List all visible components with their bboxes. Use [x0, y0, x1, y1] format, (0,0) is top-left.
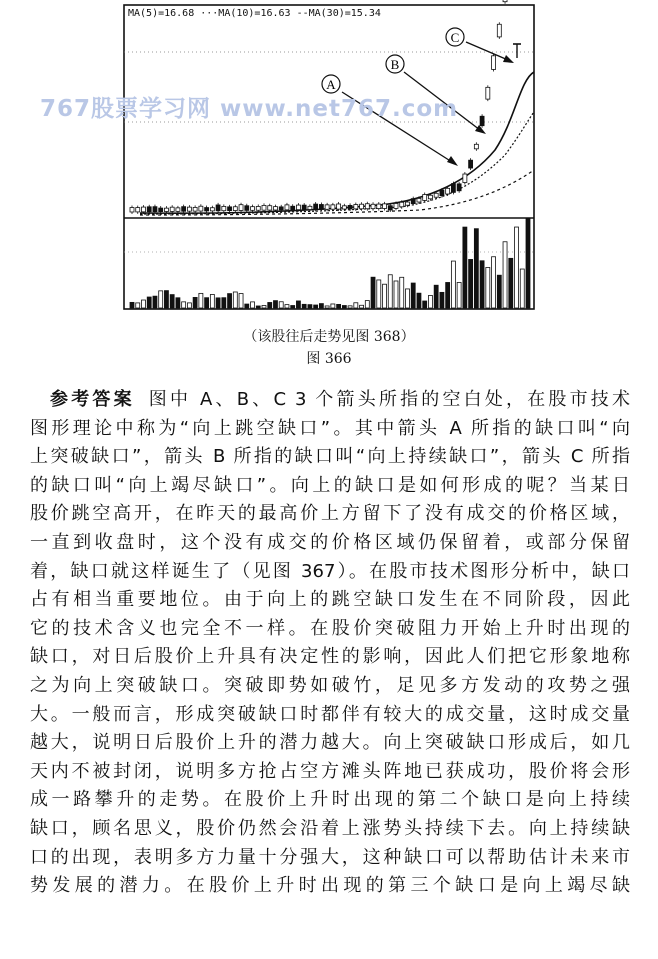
volume-bar [239, 294, 243, 308]
volume-bar [159, 291, 163, 308]
candle-body [147, 207, 151, 212]
text-line-content: 图中 A、B、C 3 个箭头所指的空白处，在股市技术 [148, 389, 630, 410]
volume-bar [400, 277, 404, 308]
volume-bar [176, 298, 180, 308]
answer-title: 参考答案 [50, 389, 135, 410]
candle-body [457, 184, 461, 191]
volume-bar [337, 304, 341, 308]
volume-bar [130, 302, 134, 308]
text-line: 之为向上突破缺口。突破即势如破竹，足见多方发动的攻势之强 [30, 674, 630, 696]
marker-c-label: C [450, 30, 460, 45]
arrow-c [446, 28, 514, 63]
candle-body [262, 205, 266, 210]
volume-bar [228, 294, 232, 308]
volume-bar [222, 298, 226, 308]
figure-note: （该股往后走势见图 368） [243, 329, 415, 345]
volume-bar [147, 297, 151, 308]
candle-body [319, 204, 323, 209]
candle-body [285, 205, 289, 210]
volume-bar [279, 302, 283, 308]
volume-bar [193, 297, 197, 308]
candle-body [182, 207, 186, 212]
candle-body [136, 208, 140, 212]
volume-bar [291, 306, 295, 308]
volume-bar [360, 305, 364, 308]
marker-b-label: B [390, 57, 400, 72]
candle-body [170, 207, 174, 211]
text-line: 越大，说明日后股价上升的潜力越大。向上突破缺口形成后，如几 [30, 732, 630, 754]
candle-body [492, 56, 496, 70]
volume-bar [285, 305, 289, 308]
candle-body [497, 24, 501, 37]
candle-body [348, 205, 352, 209]
candle-body [314, 204, 318, 209]
candle-body [141, 207, 145, 212]
text-line: 缺口，对日后股价上升具有决定性的影响，因此人们把它形象地称 [30, 646, 630, 668]
figure-label: 图 366 [306, 351, 352, 367]
candle-body [440, 190, 444, 195]
candle-body [434, 193, 438, 197]
volume-bar [216, 298, 220, 308]
candle-body [199, 206, 203, 211]
candle-body [130, 208, 134, 212]
text-line: 口的出现，表明多方力量十分强大，这种缺口可以帮助估计未来市 [30, 846, 630, 868]
volume-bar [480, 261, 484, 308]
text-line: 一直到收盘时，这个没有成交的价格区域仍保留着，或部分保留 [30, 531, 630, 553]
candle-body [222, 206, 226, 210]
answer-text [30, 386, 630, 901]
volume-bar [262, 305, 266, 308]
volume-bar [417, 293, 421, 308]
stock-chart-figure [0, 0, 658, 320]
arrow-a [322, 75, 458, 166]
candle-body [486, 87, 490, 99]
volume-bar [451, 261, 455, 308]
volume-bar [497, 275, 501, 308]
volume-bar [463, 227, 467, 308]
candle-body [153, 207, 157, 212]
volume-bar [457, 282, 461, 308]
volume-bar [365, 301, 369, 308]
candle-body [394, 203, 398, 208]
volume-bar [486, 267, 490, 308]
volume-bar [302, 304, 306, 308]
volume-bar [509, 258, 513, 308]
volume-bar [428, 295, 432, 308]
candle-body [360, 204, 364, 209]
candle-body [233, 207, 237, 211]
volume-bar [182, 302, 186, 308]
text-line: 缺口，顾名思义，股价仍然会沿着上涨势头持续下去。向上持续缺 [30, 817, 630, 839]
volume-bar [273, 301, 277, 308]
candle-body [388, 206, 392, 210]
candle-body [428, 195, 432, 199]
text-line: 大。一般而言，形成突破缺口时都伴有较大的成交量，这时成交量 [30, 703, 630, 725]
volume-bar [342, 306, 346, 308]
volume-bar [377, 280, 381, 308]
candle-body [193, 207, 197, 211]
candle-body [342, 206, 346, 209]
candle-body [451, 184, 455, 193]
volume-bar [136, 303, 140, 308]
candle-body [210, 208, 214, 211]
candle-body [411, 199, 415, 204]
candle-body [480, 116, 484, 125]
volume-bar [394, 281, 398, 308]
volume-bar [210, 294, 214, 308]
volume-bar [199, 293, 203, 308]
candle-body [279, 207, 283, 210]
volume-bar [469, 259, 473, 308]
candle-body [383, 204, 387, 209]
volume-bar [520, 269, 524, 308]
volume-bar [354, 303, 358, 308]
volume-bar [205, 298, 209, 308]
candle-body [446, 188, 450, 194]
candle-body [159, 208, 163, 212]
ma5-line [140, 72, 534, 213]
volume-bar [446, 282, 450, 308]
candle-body [164, 208, 168, 211]
candle-body [251, 207, 255, 211]
candle-body [469, 160, 473, 168]
candlestick-series [130, 0, 530, 214]
text-line: 它的技术含义也完全不一样。在股价突破阻力开始上升时出现的 [30, 617, 630, 639]
candle-body [423, 195, 427, 201]
candle-body [296, 205, 300, 210]
ma-legend: MA(5)=16.68 ···MA(10)=16.63 --MA(30)=15.34 [128, 8, 381, 19]
volume-bar [233, 292, 237, 308]
text-line: 着，缺口就这样诞生了（见图 367）。在股市技术图形分析中，缺口 [30, 560, 630, 582]
candle-body [377, 204, 381, 208]
candle-body [371, 204, 375, 208]
candle-body [331, 205, 335, 209]
candle-body [417, 198, 421, 202]
volume-bar [503, 242, 507, 308]
volume-bar [256, 306, 260, 308]
candle-body [354, 205, 358, 209]
volume-bar [314, 305, 318, 308]
candle-body [187, 207, 191, 211]
candle-body [400, 202, 404, 207]
volume-bar [423, 301, 427, 308]
volume-bar [164, 291, 168, 308]
volume-bar [515, 227, 519, 308]
candle-body [337, 204, 341, 209]
text-line: 上突破缺口”，箭头 B 所指的缺口叫“向上持续缺口”，箭头 C 所指 [30, 446, 630, 468]
candle-body [176, 208, 180, 212]
volume-bar [348, 306, 352, 308]
volume-bar [319, 304, 323, 308]
text-line: 成一路攀升的走势。在股价上升时出现的第二个缺口是向上持续 [30, 789, 630, 811]
candle-body [405, 202, 409, 205]
candle-body [239, 205, 243, 211]
text-line: 势发展的潜力。在股价上升时出现的第三个缺口是向上竭尽缺 [30, 875, 630, 897]
volume-bar [141, 300, 145, 308]
candle-body [268, 206, 272, 210]
volume-bar [251, 302, 255, 308]
volume-bars [130, 218, 530, 308]
candle-body [474, 144, 478, 149]
volume-bar [440, 292, 444, 308]
volume-bar [153, 296, 157, 308]
candle-body [256, 206, 260, 210]
candle-body [205, 208, 209, 211]
volume-bar [526, 218, 530, 308]
candle-body [273, 207, 277, 210]
volume-bar [296, 301, 300, 308]
volume-bar [383, 284, 387, 308]
volume-bar [170, 295, 174, 308]
text-line: 股价跳空高开，在昨天的最高价上方留下了没有成交的价格区域， [30, 503, 630, 525]
text-line: 占有相当重要地位。由于向上的跳空缺口发生在不同阶段，因此 [30, 589, 630, 611]
text-line: 图形理论中称为“向上跳空缺口”。其中箭头 A 所指的缺口叫“向 [30, 417, 630, 439]
volume-bar [474, 229, 478, 308]
volume-bar [492, 257, 496, 308]
watermark: 767股票学习网 www.net767.com [40, 96, 459, 122]
volume-bar [405, 289, 409, 308]
volume-bar [187, 303, 191, 308]
candle-body [228, 207, 232, 211]
text-line: 天内不被封闭，说明多方抢占空方滩头阵地已获成功，股价将会形 [30, 760, 630, 782]
candle-body [463, 174, 467, 182]
volume-bar [434, 285, 438, 308]
volume-bar [268, 302, 272, 308]
candle-body [308, 206, 312, 209]
volume-bar [371, 277, 375, 308]
candle-body [325, 205, 329, 209]
text-line [30, 386, 630, 415]
candle-body [245, 206, 249, 211]
volume-bar [388, 275, 392, 308]
volume-bar [411, 283, 415, 308]
text-line: 的缺口叫“向上竭尽缺口”。向上的缺口是如何形成的呢？当某日 [30, 474, 630, 496]
candle-body [291, 206, 295, 210]
volume-bar [308, 305, 312, 308]
candle-body [503, 0, 507, 2]
marker-a-label: A [326, 77, 336, 92]
volume-bar [245, 304, 249, 308]
volume-bar [331, 304, 335, 308]
volume-bar [325, 306, 329, 308]
candle-body [365, 204, 369, 209]
candle-body [216, 205, 220, 211]
candle-body [302, 205, 306, 209]
